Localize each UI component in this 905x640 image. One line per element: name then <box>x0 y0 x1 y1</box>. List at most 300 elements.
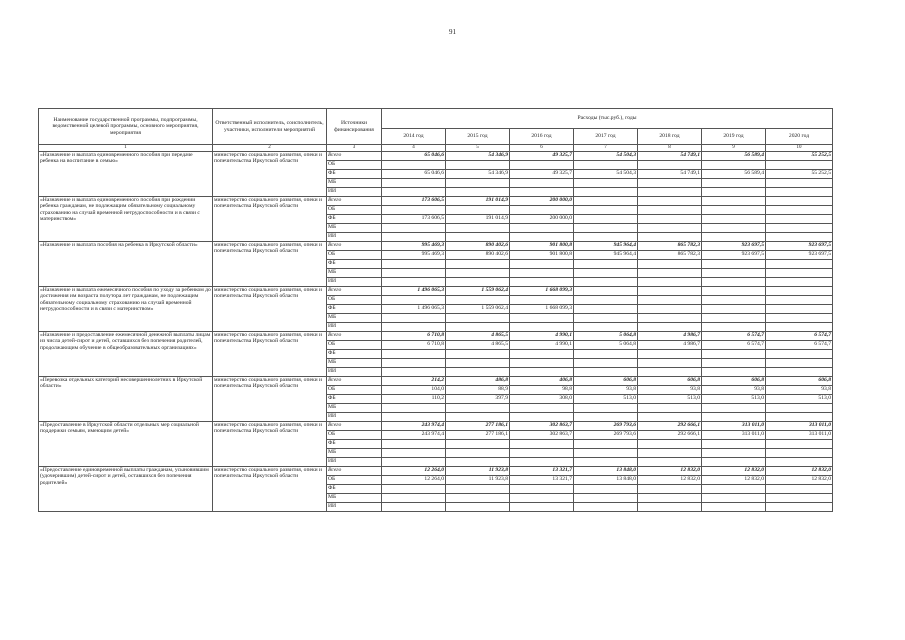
funding-source: МБ <box>327 493 382 502</box>
expense-value <box>638 304 702 313</box>
expense-value <box>446 295 510 304</box>
expense-value: 995 469,3 <box>382 250 446 259</box>
header-year: 2017 год <box>574 129 638 145</box>
expense-value: 1 559 062,4 <box>446 304 510 313</box>
funding-source: ОБ <box>327 430 382 439</box>
expense-value: 269 793,6 <box>574 430 638 439</box>
header-year: 2016 год <box>510 129 574 145</box>
expense-value <box>574 313 638 322</box>
expense-value <box>446 313 510 322</box>
expense-value <box>574 412 638 421</box>
expense-value: 1 496 065,3 <box>382 304 446 313</box>
expense-value: 56 589,4 <box>702 151 766 160</box>
expense-value <box>766 322 833 331</box>
expense-value: 12 832,0 <box>766 475 833 484</box>
funding-source: ОБ <box>327 340 382 349</box>
expense-value: 277 186,1 <box>446 430 510 439</box>
expense-value: 6 710,8 <box>382 340 446 349</box>
expense-value <box>446 160 510 169</box>
expense-value: 88,9 <box>446 385 510 394</box>
expense-value: 93,8 <box>766 385 833 394</box>
funding-source: ФБ <box>327 349 382 358</box>
expense-value <box>510 313 574 322</box>
expense-value: 292 666,1 <box>638 421 702 430</box>
expense-value <box>510 259 574 268</box>
expense-value <box>766 178 833 187</box>
expense-value <box>510 448 574 457</box>
expense-value: 12 264,0 <box>382 466 446 475</box>
expense-value <box>382 205 446 214</box>
column-index: 2 <box>213 145 327 152</box>
funding-source: ФБ <box>327 394 382 403</box>
expense-value <box>574 367 638 376</box>
expense-value <box>510 223 574 232</box>
expense-value: 4 986,7 <box>638 331 702 340</box>
expense-value <box>702 214 766 223</box>
expense-value <box>446 187 510 196</box>
funding-source: Всего <box>327 466 382 475</box>
expense-value <box>702 412 766 421</box>
expense-value <box>446 367 510 376</box>
funding-source: ФБ <box>327 169 382 178</box>
measure-executor: министерство социального развития, опеки и попечительства Иркутской области <box>213 421 327 466</box>
expense-value: 513,0 <box>702 394 766 403</box>
expense-value <box>766 412 833 421</box>
expense-value: 110,2 <box>382 394 446 403</box>
expense-value <box>446 493 510 502</box>
expense-value <box>766 160 833 169</box>
expense-value <box>766 367 833 376</box>
expense-value: 191 014,9 <box>446 214 510 223</box>
table-row <box>39 151 833 160</box>
expense-value: 277 186,1 <box>446 421 510 430</box>
expense-value: 173 606,5 <box>382 196 446 205</box>
expense-value <box>446 349 510 358</box>
expense-value: 49 325,7 <box>510 151 574 160</box>
expense-value: 6 710,8 <box>382 331 446 340</box>
expense-value <box>574 448 638 457</box>
expense-value: 945 964,4 <box>574 241 638 250</box>
expense-value <box>446 223 510 232</box>
expense-value <box>446 268 510 277</box>
expense-value <box>702 178 766 187</box>
measure-executor: министерство социального развития, опеки и попечительства Иркутской области <box>213 241 327 286</box>
funding-source: ФБ <box>327 484 382 493</box>
measure-executor: министерство социального развития, опеки и попечительства Иркутской области <box>213 376 327 421</box>
expense-value <box>574 439 638 448</box>
expense-value: 56 589,4 <box>702 169 766 178</box>
expense-value <box>766 286 833 295</box>
expense-value <box>446 358 510 367</box>
expense-value <box>638 484 702 493</box>
expense-value: 12 832,0 <box>638 466 702 475</box>
expense-value: 243 974,4 <box>382 430 446 439</box>
expense-value: 923 697,5 <box>702 250 766 259</box>
measure-executor: министерство социального развития, опеки и попечительства Иркутской области <box>213 286 327 331</box>
expense-value <box>702 439 766 448</box>
expense-value <box>638 502 702 511</box>
expense-value <box>574 205 638 214</box>
funding-source: МБ <box>327 178 382 187</box>
funding-source: ИИ <box>327 457 382 466</box>
expense-value <box>702 160 766 169</box>
expense-value <box>766 187 833 196</box>
expense-value <box>382 232 446 241</box>
expense-value <box>638 232 702 241</box>
column-index: 3 <box>327 145 382 152</box>
expense-value <box>766 502 833 511</box>
funding-source: ФБ <box>327 214 382 223</box>
expense-value: 302 863,7 <box>510 421 574 430</box>
expense-value <box>574 349 638 358</box>
expense-value <box>638 295 702 304</box>
expense-value: 6 574,7 <box>702 340 766 349</box>
expense-value: 200 000,0 <box>510 196 574 205</box>
expense-value <box>702 367 766 376</box>
expense-value: 1 668 099,3 <box>510 286 574 295</box>
expense-value <box>702 403 766 412</box>
expense-value: 13 848,0 <box>574 475 638 484</box>
expense-value <box>766 448 833 457</box>
expense-value <box>702 187 766 196</box>
funding-source: ОБ <box>327 295 382 304</box>
funding-source: ИИ <box>327 232 382 241</box>
expense-value <box>574 160 638 169</box>
expense-value: 901 800,8 <box>510 241 574 250</box>
expense-value <box>574 178 638 187</box>
expense-value <box>382 448 446 457</box>
funding-source: ИИ <box>327 187 382 196</box>
header-year: 2014 год <box>382 129 446 145</box>
expense-value: 1 668 099,3 <box>510 304 574 313</box>
expense-value <box>766 232 833 241</box>
expense-value <box>766 484 833 493</box>
expense-value: 13 321,7 <box>510 475 574 484</box>
header-year: 2019 год <box>702 129 766 145</box>
expense-value <box>574 493 638 502</box>
header-year: 2015 год <box>446 129 510 145</box>
expense-value <box>574 286 638 295</box>
expense-value <box>702 223 766 232</box>
expense-value <box>638 286 702 295</box>
expense-value <box>382 178 446 187</box>
expense-value <box>766 439 833 448</box>
expense-value <box>510 412 574 421</box>
expense-value <box>382 259 446 268</box>
expense-value <box>702 502 766 511</box>
expense-value: 1 496 065,3 <box>382 286 446 295</box>
expense-value <box>446 502 510 511</box>
expense-value <box>446 484 510 493</box>
expense-value: 243 974,4 <box>382 421 446 430</box>
expense-value <box>510 403 574 412</box>
expense-value: 65 046,6 <box>382 151 446 160</box>
expense-value <box>638 358 702 367</box>
funding-source: МБ <box>327 223 382 232</box>
expense-value: 12 832,0 <box>702 466 766 475</box>
expense-value: 606,8 <box>638 376 702 385</box>
table-row <box>39 196 833 205</box>
expense-value <box>702 484 766 493</box>
column-index: 6 <box>510 145 574 152</box>
expense-value: 54 346,9 <box>446 151 510 160</box>
expense-value <box>574 232 638 241</box>
funding-source: ОБ <box>327 160 382 169</box>
expense-value: 5 064,8 <box>574 331 638 340</box>
expense-value: 55 252,5 <box>766 169 833 178</box>
expense-value <box>702 493 766 502</box>
measure-name: «Предоставление единовременной выплаты гражданам, усыновившим (удочерившим) детей-сирот и детей, оставшихся без попечения родителей» <box>39 466 213 511</box>
funding-source: МБ <box>327 448 382 457</box>
expense-value: 1 559 062,4 <box>446 286 510 295</box>
expense-value: 313 011,0 <box>702 430 766 439</box>
funding-source: ФБ <box>327 439 382 448</box>
expense-value: 486,8 <box>446 376 510 385</box>
table-row <box>39 331 833 340</box>
expense-value: 302 863,7 <box>510 430 574 439</box>
expense-value: 923 697,5 <box>766 241 833 250</box>
expense-value <box>382 493 446 502</box>
expense-value: 12 264,0 <box>382 475 446 484</box>
funding-source: МБ <box>327 403 382 412</box>
expense-value <box>638 268 702 277</box>
measure-name: «Предоставление в Иркутской области отдельных мер социальной поддержки семьям, имеющим детей» <box>39 421 213 466</box>
expense-value: 191 014,9 <box>446 196 510 205</box>
page-number: 91 <box>449 28 456 36</box>
measure-name: «Назначение и предоставление ежемесячной денежной выплаты лицам из числа детей-сирот и детей, оставшихся без попечения родителей, продолжающим обучение в общеобразовательных организациях» <box>39 331 213 376</box>
expense-value <box>510 349 574 358</box>
expense-value: 513,0 <box>766 394 833 403</box>
expense-value <box>574 457 638 466</box>
expense-value <box>766 268 833 277</box>
column-index: 1 <box>39 145 213 152</box>
expense-value <box>574 214 638 223</box>
expense-value <box>574 196 638 205</box>
expense-value <box>510 160 574 169</box>
expense-value <box>766 205 833 214</box>
expense-value: 54 749,1 <box>638 169 702 178</box>
expense-value: 93,8 <box>638 385 702 394</box>
measure-name: «Назначение и выплата единовременного пособия при передаче ребенка на воспитание в семью» <box>39 151 213 196</box>
expense-value <box>574 277 638 286</box>
expense-value <box>382 367 446 376</box>
column-index: 9 <box>702 145 766 152</box>
expense-value: 214,2 <box>382 376 446 385</box>
expense-value <box>382 457 446 466</box>
expense-value <box>766 259 833 268</box>
expense-value: 5 064,8 <box>574 340 638 349</box>
expense-value: 6 574,7 <box>766 331 833 340</box>
funding-source: ОБ <box>327 385 382 394</box>
expense-value <box>638 187 702 196</box>
expense-value <box>574 304 638 313</box>
expense-value: 865 782,3 <box>638 241 702 250</box>
expense-value <box>446 457 510 466</box>
expense-value <box>702 268 766 277</box>
expense-value <box>574 268 638 277</box>
expense-value: 93,8 <box>702 385 766 394</box>
measure-executor: министерство социального развития, опеки и попечительства Иркутской области <box>213 466 327 511</box>
column-index: 7 <box>574 145 638 152</box>
funding-source: Всего <box>327 376 382 385</box>
expense-value <box>574 295 638 304</box>
funding-source: ИИ <box>327 322 382 331</box>
expense-value <box>510 457 574 466</box>
expense-value <box>446 277 510 286</box>
expense-value <box>382 313 446 322</box>
measure-executor: министерство социального развития, опеки и попечительства Иркутской области <box>213 196 327 241</box>
expense-value <box>702 313 766 322</box>
expense-value <box>510 187 574 196</box>
expense-value <box>510 277 574 286</box>
header-name: Наименование государственной программы, подпрограммы, ведомственной целевой программы, основного мероприятия, мероприятия <box>39 109 213 145</box>
expense-value <box>702 196 766 205</box>
expense-value: 13 321,7 <box>510 466 574 475</box>
expense-value: 269 793,6 <box>574 421 638 430</box>
funding-source: ОБ <box>327 205 382 214</box>
expense-value <box>510 295 574 304</box>
expense-value <box>382 349 446 358</box>
expense-value <box>702 286 766 295</box>
header-expenses: Расходы (тыс.руб.), годы <box>382 109 833 129</box>
funding-source: ИИ <box>327 277 382 286</box>
expense-value: 923 697,5 <box>766 250 833 259</box>
expense-value <box>638 313 702 322</box>
table-row <box>39 376 833 385</box>
header-source: Источники финансирования <box>327 109 382 145</box>
expense-value <box>446 412 510 421</box>
expense-value <box>382 268 446 277</box>
expense-value <box>766 403 833 412</box>
expense-value: 890 402,6 <box>446 241 510 250</box>
expense-value: 397,9 <box>446 394 510 403</box>
expense-value: 4 990,1 <box>510 340 574 349</box>
expense-value: 313 011,0 <box>702 421 766 430</box>
expense-value <box>510 358 574 367</box>
funding-source: ОБ <box>327 475 382 484</box>
expense-value <box>702 205 766 214</box>
expense-value: 606,8 <box>766 376 833 385</box>
expense-value: 4 865,5 <box>446 340 510 349</box>
expense-value <box>638 439 702 448</box>
expense-value: 901 800,8 <box>510 250 574 259</box>
expense-value <box>766 493 833 502</box>
expense-value <box>446 448 510 457</box>
expense-value <box>702 259 766 268</box>
expense-value: 49 325,7 <box>510 169 574 178</box>
funding-source: Всего <box>327 421 382 430</box>
expense-value: 65 046,6 <box>382 169 446 178</box>
expense-value: 54 749,1 <box>638 151 702 160</box>
column-index: 5 <box>446 145 510 152</box>
expense-value <box>510 484 574 493</box>
funding-source: ИИ <box>327 412 382 421</box>
measure-name: «Перевозка отдельных категорий несовершеннолетних в Иркутской области» <box>39 376 213 421</box>
funding-source: Всего <box>327 286 382 295</box>
expense-value: 945 964,4 <box>574 250 638 259</box>
expense-value <box>638 259 702 268</box>
expense-value: 923 697,5 <box>702 241 766 250</box>
expense-value <box>702 358 766 367</box>
expense-value <box>702 457 766 466</box>
funding-source: Всего <box>327 196 382 205</box>
expense-value <box>382 502 446 511</box>
measure-name: «Назначение и выплата ежемесячного пособия по уходу за ребенком до достижения им возраста полутора лет гражданам, не подлежащим обязательному социальному страхованию на случай временной нетрудоспособности и в связи с материнством» <box>39 286 213 331</box>
expense-value <box>510 439 574 448</box>
expense-value <box>638 223 702 232</box>
funding-source: ФБ <box>327 259 382 268</box>
expense-value <box>382 358 446 367</box>
expense-value <box>702 448 766 457</box>
expense-value <box>766 349 833 358</box>
measure-name: «Назначение и выплата единовременного пособия при рождении ребенка гражданам, не подлежащим обязательному социальному страхованию на случай временной нетрудоспособности и в связи с материнством» <box>39 196 213 241</box>
expense-value <box>382 223 446 232</box>
expense-value <box>638 412 702 421</box>
funding-source: Всего <box>327 151 382 160</box>
expense-value: 313 011,0 <box>766 430 833 439</box>
expense-value <box>702 232 766 241</box>
expense-value: 890 402,6 <box>446 250 510 259</box>
expense-value <box>766 358 833 367</box>
expense-value <box>574 187 638 196</box>
expense-value: 513,0 <box>574 394 638 403</box>
expense-value: 55 252,5 <box>766 151 833 160</box>
expense-value: 406,8 <box>510 376 574 385</box>
expense-value <box>446 178 510 187</box>
expense-value <box>446 403 510 412</box>
expense-value: 12 832,0 <box>702 475 766 484</box>
header-year: 2020 год <box>766 129 833 145</box>
expense-value <box>702 349 766 358</box>
table-row <box>39 466 833 475</box>
expense-value <box>766 313 833 322</box>
table-row <box>39 241 833 250</box>
expense-value: 13 848,0 <box>574 466 638 475</box>
expense-value <box>510 232 574 241</box>
expense-value <box>766 457 833 466</box>
funding-source: ИИ <box>327 367 382 376</box>
expense-value: 200 000,0 <box>510 214 574 223</box>
expense-value <box>638 403 702 412</box>
expense-value <box>382 484 446 493</box>
funding-source: МБ <box>327 358 382 367</box>
measure-executor: министерство социального развития, опеки и попечительства Иркутской области <box>213 151 327 196</box>
expense-value <box>382 295 446 304</box>
expense-value <box>382 403 446 412</box>
expense-value: 4 990,1 <box>510 331 574 340</box>
header-executor: Ответственный исполнитель, соисполнитель, участники, исполнители мероприятий <box>213 109 327 145</box>
expense-value: 11 923,8 <box>446 466 510 475</box>
expense-value: 313 011,0 <box>766 421 833 430</box>
expense-value <box>702 277 766 286</box>
expense-value <box>446 259 510 268</box>
funding-source: ОБ <box>327 250 382 259</box>
expense-value: 292 666,1 <box>638 430 702 439</box>
expense-value: 308,0 <box>510 394 574 403</box>
measure-name: «Назначение и выплата пособия на ребенка в Иркутской области» <box>39 241 213 286</box>
expense-value <box>510 502 574 511</box>
expense-value <box>510 493 574 502</box>
column-index: 10 <box>766 145 833 152</box>
expense-value: 6 574,7 <box>766 340 833 349</box>
funding-source: ФБ <box>327 304 382 313</box>
expense-value <box>638 349 702 358</box>
expense-value <box>574 223 638 232</box>
expense-value <box>510 268 574 277</box>
expense-value <box>702 322 766 331</box>
expense-value: 606,8 <box>574 376 638 385</box>
expense-value <box>638 160 702 169</box>
